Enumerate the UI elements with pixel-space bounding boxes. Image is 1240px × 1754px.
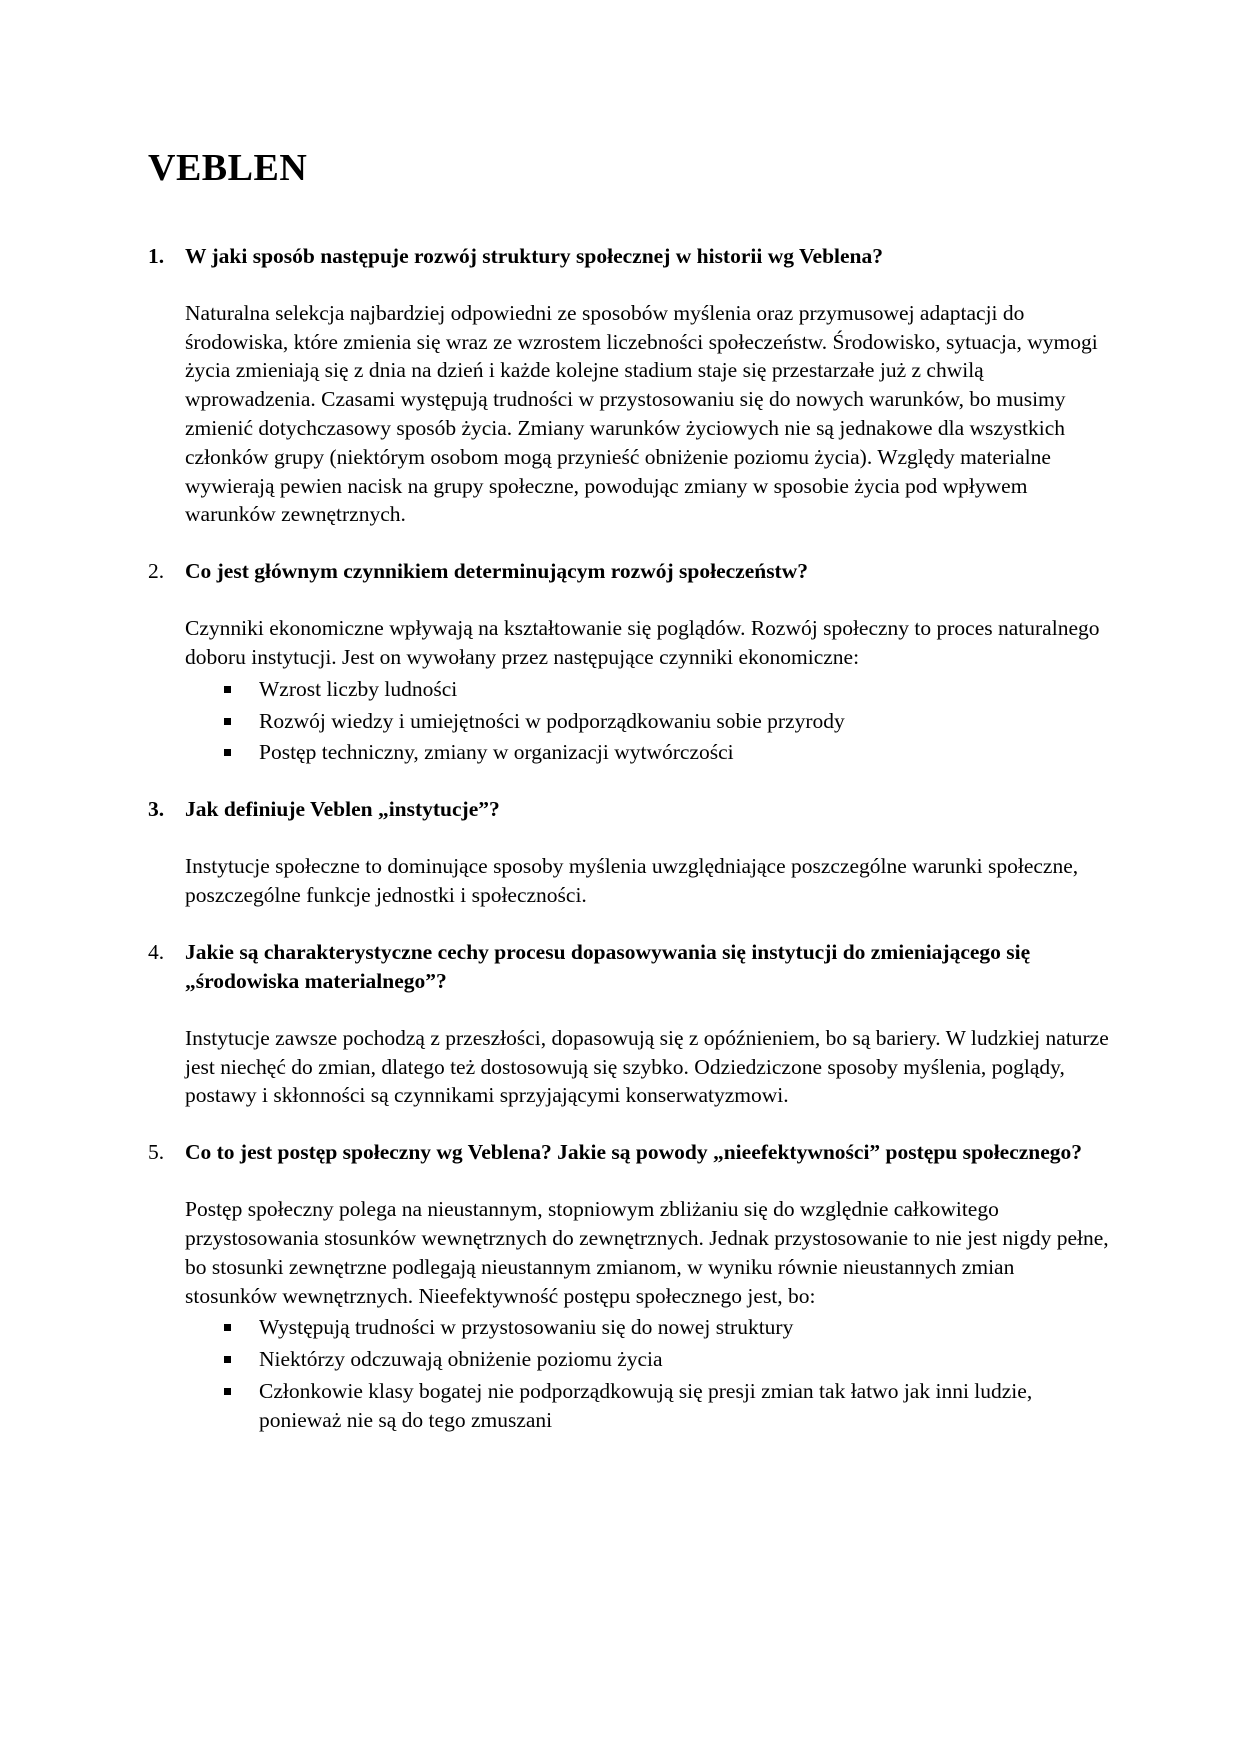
bullet-list xyxy=(185,1313,1110,1434)
question-number: 5. xyxy=(148,1140,165,1165)
bullet-list xyxy=(185,675,1110,767)
answer-2 xyxy=(185,614,1110,767)
list-item xyxy=(185,707,1110,736)
question-3 xyxy=(148,795,1110,824)
question-4 xyxy=(148,938,1110,996)
answer-text: Naturalna selekcja najbardziej odpowiedni ze sposobów myślenia oraz przymusowej adaptacji do środowiska, które zmienia się wraz ze wzrostem liczebności społeczeństw. Środowisko, sytuacja, wymogi życia zmieniają się z dnia na dzień i każde kolejne stadium staje się przestarzałe już z chwilą wprowadzenia. Czasami występują trudności w przystosowaniu się do nowych warunków, bo musimy zmienić dotychczasowy sposób życia. Zmiany warunków życiowych nie są jednakowe dla wszystkich członków grupy (niektórym osobom mogą przynieść obniżenie poziomu życia). Względy materialne wywierają pewien nacisk na grupy społeczne, powodując zmiany w sposobie życia pod wpływem warunków zewnętrznych. xyxy=(185,300,1098,527)
square-bullet-icon xyxy=(185,675,259,704)
section-3 xyxy=(148,795,1110,910)
section-4 xyxy=(148,938,1110,1110)
question-text: W jaki sposób następuje rozwój struktury społecznej w historii wg Veblena? xyxy=(185,243,883,268)
question-number: 4. xyxy=(148,939,165,964)
answer-3 xyxy=(185,852,1110,910)
square-bullet-icon xyxy=(185,1377,259,1435)
answer-text: Czynniki ekonomiczne wpływają na kształtowanie się poglądów. Rozwój społeczny to proces naturalnego doboru instytucji. Jest on wywołany przez następujące czynniki ekonomiczne: xyxy=(185,616,1100,669)
answer-text: Instytucje społeczne to dominujące sposoby myślenia uwzględniające poszczególne warunki społeczne, poszczególne funkcje jednostki i społeczności. xyxy=(185,854,1079,907)
list-item-text: Niektórzy odczuwają obniżenie poziomu życia xyxy=(259,1347,663,1372)
question-5 xyxy=(148,1138,1110,1167)
question-number: 1. xyxy=(148,243,165,268)
list-item-text: Rozwój wiedzy i umiejętności w podporządkowaniu sobie przyrody xyxy=(259,708,845,733)
list-item xyxy=(185,675,1110,704)
section-2 xyxy=(148,557,1110,767)
list-item xyxy=(185,1377,1110,1435)
section-1 xyxy=(148,242,1110,529)
square-bullet-icon xyxy=(185,738,259,767)
question-text: Jak definiuje Veblen „instytucje”? xyxy=(185,797,500,822)
answer-text: Instytucje zawsze pochodzą z przeszłości, dopasowują się z opóźnieniem, bo są bariery. W ludzkiej naturze jest niechęć do zmian, dlatego też dostosowują się szybko. Odziedziczone sposoby myślenia, poglądy, postawy i skłonności są czynnikami sprzyjającymi konserwatyzmowi. xyxy=(185,1025,1109,1108)
question-text: Co jest głównym czynnikiem determinującym rozwój społeczeństw? xyxy=(185,559,808,584)
square-bullet-icon xyxy=(185,707,259,736)
document-title: VEBLEN xyxy=(148,147,308,189)
section-5 xyxy=(148,1138,1110,1434)
answer-1 xyxy=(185,299,1110,529)
question-1 xyxy=(148,242,1110,271)
square-bullet-icon xyxy=(185,1345,259,1374)
list-item xyxy=(185,738,1110,767)
list-item-text: Występują trudności w przystosowaniu się do nowej struktury xyxy=(259,1315,794,1340)
list-item xyxy=(185,1313,1110,1342)
question-number: 3. xyxy=(148,797,165,822)
question-number: 2. xyxy=(148,559,165,584)
question-text: Jakie są charakterystyczne cechy procesu dopasowywania się instytucji do zmieniającego się „środowiska materialnego”? xyxy=(185,939,1031,993)
answer-5 xyxy=(185,1195,1110,1434)
square-bullet-icon xyxy=(185,1313,259,1342)
question-2 xyxy=(148,557,1110,586)
list-item-text: Członkowie klasy bogatej nie podporządkowują się presji zmian tak łatwo jak inni ludzie, ponieważ nie są do tego zmuszani xyxy=(259,1378,1033,1432)
list-item-text: Postęp techniczny, zmiany w organizacji wytwórczości xyxy=(259,740,734,765)
answer-4 xyxy=(185,1024,1110,1110)
question-text: Co to jest postęp społeczny wg Veblena? Jakie są powody „nieefektywności” postępu społecznego? xyxy=(185,1140,1083,1165)
list-item xyxy=(185,1345,1110,1374)
list-item-text: Wzrost liczby ludności xyxy=(259,676,458,701)
answer-text: Postęp społeczny polega na nieustannym, stopniowym zbliżaniu się do względnie całkowitego przystosowania stosunków wewnętrznych do zewnętrznych. Jednak przystosowanie to nie jest nigdy pełne, bo stosunki zewnętrzne podlegają nieustannym zmianom, w wyniku równie nieustannych zmian stosunków wewnętrznych. Nieefektywność postępu społecznego jest, bo: xyxy=(185,1197,1109,1308)
